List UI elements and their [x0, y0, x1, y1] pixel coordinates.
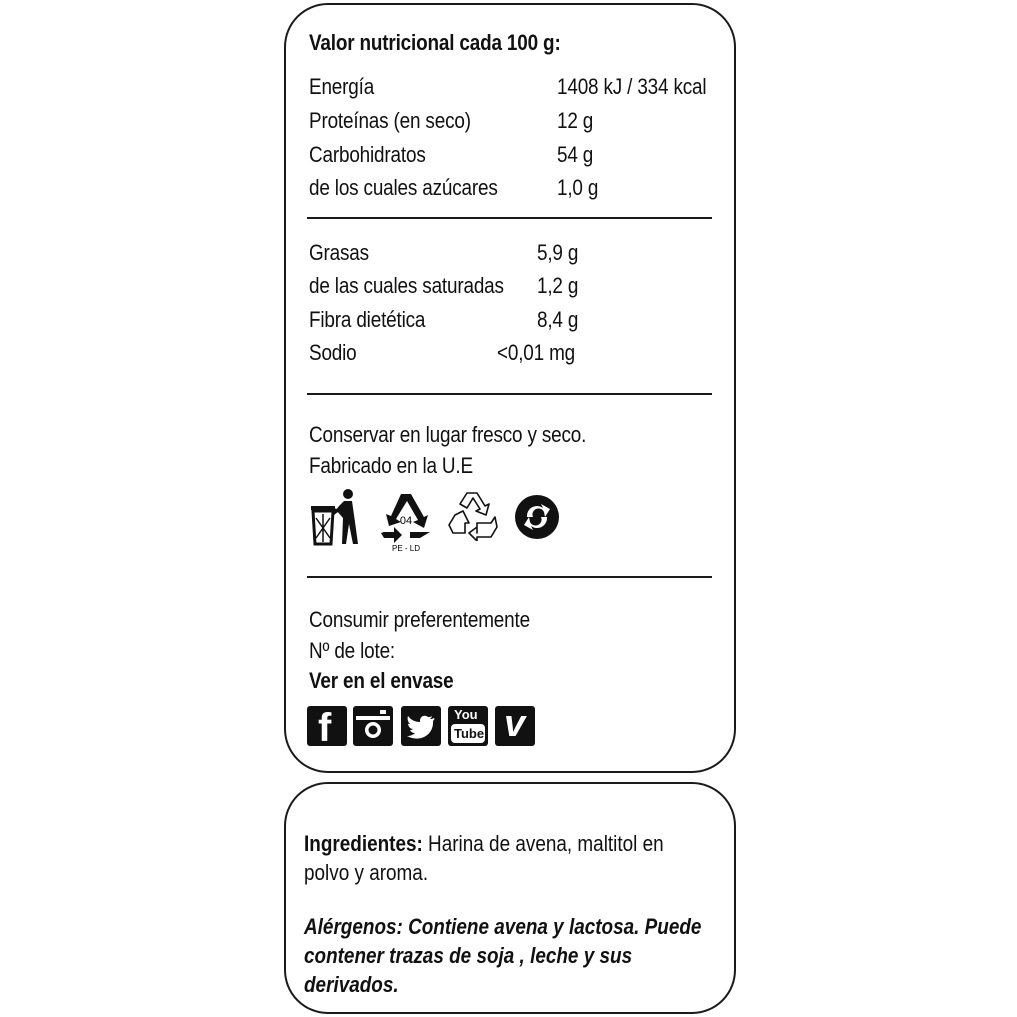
nutrition-value: 1408 kJ / 334 kcal — [557, 74, 707, 99]
nutrition-label: de las cuales saturadas — [309, 273, 504, 298]
nutrition-label: Proteínas (en seco) — [309, 108, 471, 133]
nutrition-label: Grasas — [309, 240, 369, 265]
best-before-text: Consumir preferentemente — [309, 607, 530, 632]
nutrition-heading: Valor nutricional cada 100 g: — [309, 30, 561, 55]
nutrition-value: 1,0 g — [557, 175, 599, 200]
facebook-icon: f — [307, 706, 347, 746]
twitter-icon — [401, 706, 441, 746]
recycle-icon — [447, 489, 499, 541]
green-dot-icon — [513, 493, 561, 541]
lot-number-text: Nº de lote: — [309, 638, 396, 663]
divider — [307, 393, 712, 395]
nutrition-label: Energía — [309, 74, 375, 99]
nutrition-value: 1,2 g — [537, 273, 579, 298]
ingredients-label: Ingredientes: — [304, 831, 423, 856]
nutrition-label: Sodio — [309, 340, 357, 365]
divider — [307, 576, 712, 578]
divider — [307, 217, 712, 219]
nutrition-value: 5,9 g — [537, 240, 579, 265]
nutrition-value: 8,4 g — [537, 307, 579, 332]
vimeo-icon: v — [495, 706, 535, 746]
ingredients-text — [304, 829, 717, 887]
tidyman-icon — [306, 488, 360, 548]
allergens-line: Alérgenos: Contiene avena y lactosa. Puede — [304, 914, 702, 939]
svg-text:04: 04 — [399, 515, 413, 527]
ingredients-list: Harina de avena, maltitol en — [422, 831, 664, 856]
allergens-text — [304, 912, 717, 999]
nutrition-label: Carbohidratos — [309, 142, 426, 167]
nutrition-value: 12 g — [557, 108, 594, 133]
nutrition-label: Fibra dietética — [309, 307, 426, 332]
origin-text: Fabricado en la U.E — [309, 453, 473, 478]
allergens-line: contener trazas de soja , leche y sus derivados. — [304, 943, 633, 997]
pe-ld-recycle-icon — [378, 488, 434, 554]
svg-text:PE - LD: PE - LD — [391, 544, 421, 553]
nutrition-label: de los cuales azúcares — [309, 175, 498, 200]
ingredients-list-cont: polvo y aroma. — [304, 860, 429, 885]
nutrition-value: 54 g — [557, 142, 594, 167]
see-package-text: Ver en el envase — [309, 668, 454, 693]
youtube-icon: You Tube — [448, 706, 488, 746]
instagram-icon — [353, 706, 393, 746]
storage-text: Conservar en lugar fresco y seco. — [309, 422, 587, 447]
nutrition-value: <0,01 mg — [497, 340, 576, 365]
